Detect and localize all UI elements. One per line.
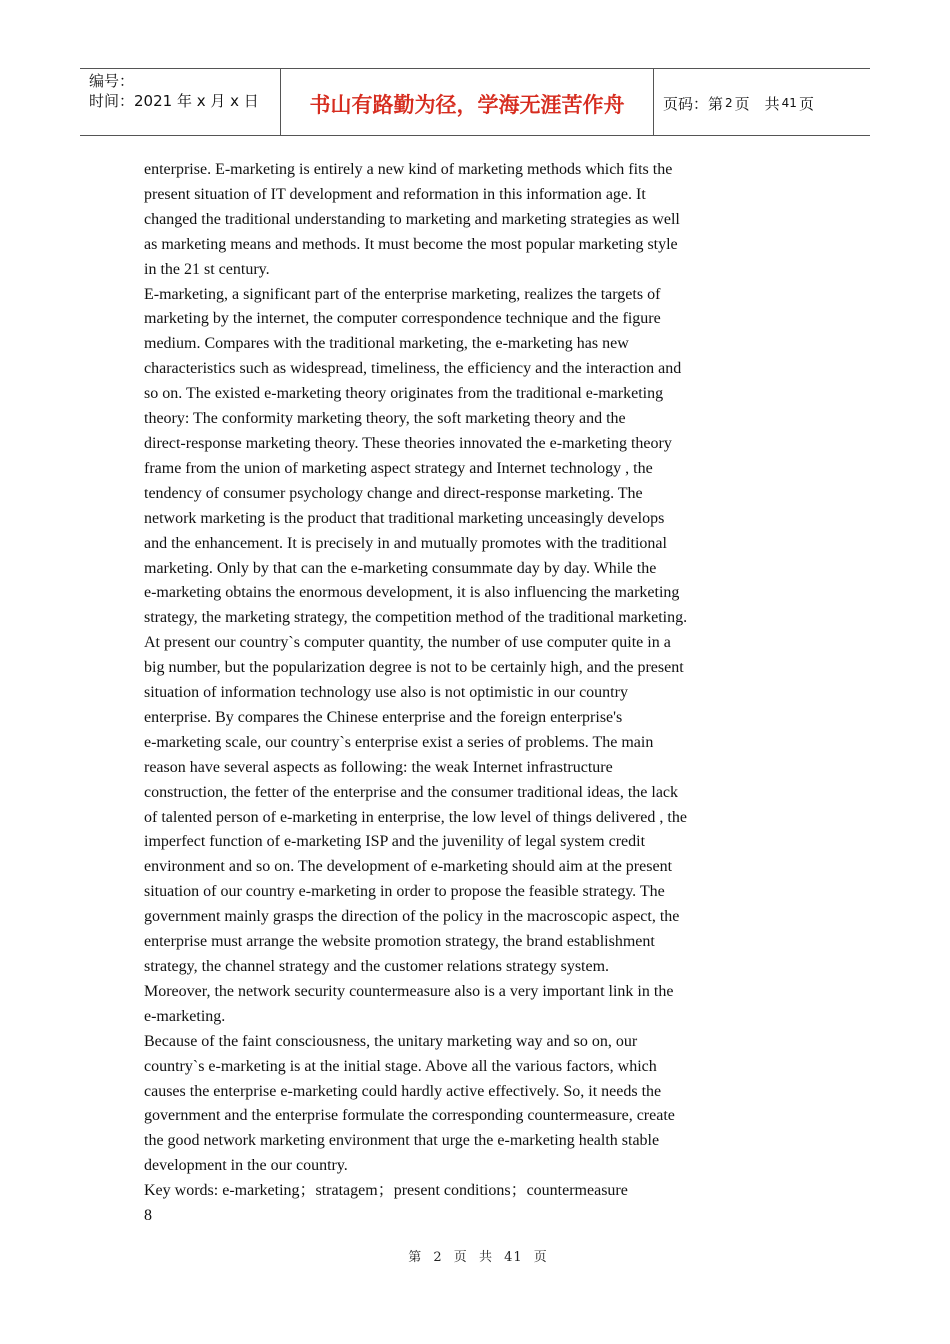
body-line: country`s e-marketing is at the initial stage. Above all the various factors, which (144, 1057, 657, 1075)
footer-page-total: 41 (504, 1250, 523, 1265)
body-line: 8 (144, 1207, 152, 1225)
document-body (144, 158, 724, 1229)
body-line: as marketing means and methods. It must become the most popular marketing style (144, 235, 678, 253)
body-line: marketing by the internet, the computer correspondence technique and the figure (144, 310, 661, 328)
header-page-cell (654, 69, 870, 135)
page-mid: 页 共 (734, 94, 780, 113)
body-line: in the 21 st century. (144, 260, 270, 278)
body-line: theory: The conformity marketing theory, the soft marketing theory and the (144, 410, 626, 428)
body-line: tendency of consumer psychology change and direct-response marketing. The (144, 484, 643, 502)
body-line: and the enhancement. It is precisely in and mutually promotes with the traditional (144, 534, 667, 552)
body-line: frame from the union of marketing aspect strategy and Internet technology , the (144, 459, 653, 477)
document-time-label: 时间：2021 年 x 月 x 日 (89, 92, 259, 110)
header-motto-cell (281, 69, 654, 135)
page-number: 2 (725, 96, 733, 110)
body-line: so on. The existed e-marketing theory originates from the traditional e-marketing (144, 385, 664, 403)
footer-gong: 共 (478, 1250, 493, 1265)
body-line: characteristics such as widespread, timeliness, the efficiency and the interaction and (144, 360, 682, 378)
document-number-label: 编号： (89, 72, 135, 90)
body-line: E-marketing, a significant part of the enterprise marketing, realizes the targets of (144, 285, 661, 303)
body-line: big number, but the popularization degree is not to be certainly high, and the present (144, 659, 684, 677)
body-line: e-marketing. (144, 1007, 226, 1025)
body-line: imperfect function of e-marketing ISP and the juvenility of legal system credit (144, 833, 646, 851)
body-line: Moreover, the network security countermeasure also is a very important link in the (144, 982, 674, 1000)
body-line: the good network marketing environment that urge the e-marketing health stable (144, 1132, 660, 1150)
body-line: of talented person of e-marketing in enterprise, the low level of things delivered , the (144, 808, 687, 826)
body-line: strategy, the marketing strategy, the competition method of the traditional marketing. (144, 609, 688, 627)
body-line: present situation of IT development and reformation in this information age. It (144, 185, 646, 203)
body-line: government and the enterprise formulate the corresponding countermeasure, create (144, 1107, 675, 1125)
header-motto: 书山有路勤为径，学海无涯苦作舟 (309, 93, 625, 117)
body-line: direct-response marketing theory. These theories innovated the e-marketing theory (144, 434, 672, 452)
body-line: medium. Compares with the traditional marketing, the e-marketing has new (144, 335, 629, 353)
page-suffix: 页 (798, 94, 814, 113)
body-line: enterprise. By compares the Chinese enterprise and the foreign enterprise's (144, 708, 623, 726)
body-line: development in the our country. (144, 1157, 348, 1175)
body-line: changed the traditional understanding to marketing and marketing strategies as well (144, 210, 680, 228)
page-total: 41 (781, 96, 797, 110)
body-line: environment and so on. The development of e-marketing should aim at the present (144, 858, 673, 876)
body-line: Key words: e-marketing；stratagem；present conditions；countermeasure (144, 1182, 628, 1200)
footer-di: 第 (408, 1250, 423, 1265)
page-footer (0, 1246, 950, 1265)
footer-page-number: 2 (433, 1250, 443, 1265)
body-line: enterprise. E-marketing is entirely a new kind of marketing methods which fits the (144, 161, 673, 178)
body-line: reason have several aspects as following: the weak Internet infrastructure (144, 758, 613, 776)
footer-ye-2: 页 (533, 1250, 548, 1265)
page-header (80, 68, 870, 136)
footer-ye: 页 (453, 1250, 468, 1265)
body-line: construction, the fetter of the enterprise and the consumer traditional ideas, the lack (144, 783, 679, 801)
body-line: strategy, the channel strategy and the customer relations strategy system. (144, 958, 610, 975)
body-line: network marketing is the product that traditional marketing unceasingly develops (144, 509, 665, 527)
body-line: e-marketing scale, our country`s enterprise exist a series of problems. The main (144, 733, 654, 751)
body-line: situation of information technology use also is not optimistic in our country (144, 684, 628, 702)
body-line: government mainly grasps the direction of the policy in the macroscopic aspect, the (144, 908, 680, 926)
body-line: At present our country`s computer quantity, the number of use computer quite in a (144, 634, 671, 652)
header-meta-cell (80, 69, 281, 135)
body-line: Because of the faint consciousness, the unitary marketing way and so on, our (144, 1032, 638, 1050)
body-line: enterprise must arrange the website promotion strategy, the brand establishment (144, 933, 655, 951)
page-prefix: 页码：第 (663, 94, 724, 113)
body-line: marketing. Only by that can the e-marketing consummate day by day. While the (144, 559, 657, 577)
body-line: situation of our country e-marketing in order to propose the feasible strategy. The (144, 883, 665, 901)
body-line: e-marketing obtains the enormous development, it is also influencing the marketing (144, 584, 680, 602)
body-line: causes the enterprise e-marketing could hardly active effectively. So, it needs the (144, 1082, 662, 1100)
